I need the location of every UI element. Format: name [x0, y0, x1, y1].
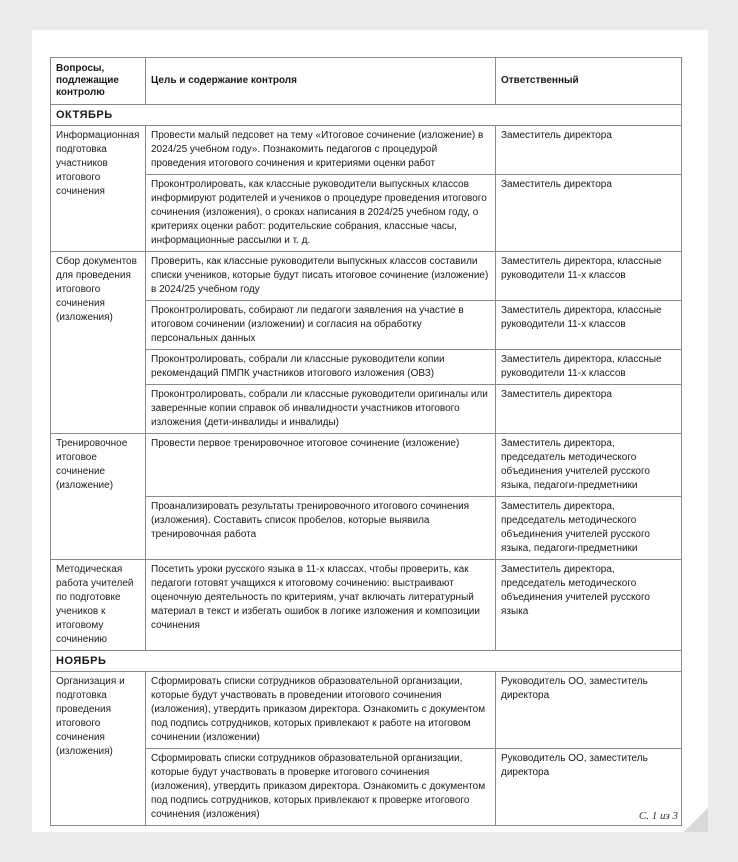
month-label: ОКТЯБРЬ	[51, 105, 682, 126]
goal-cell: Сформировать списки сотрудников образовательной организации, которые будут участвовать в проверке итогового сочинения (изложения), утвердить приказом директора. Ознакомить с документом под подпись сотрудников, которых привлекают к проверке итогового сочинения (изложения)	[146, 749, 496, 826]
responsible-cell: Заместитель директора, классные руководители 11-х классов	[496, 301, 682, 350]
month-row-october	[51, 105, 682, 126]
question-cell: Организация и подготовка проведения итогового сочинения (изложения)	[51, 672, 146, 826]
goal-cell: Проконтролировать, собрали ли классные руководители копии рекомендаций ПМПК участников итогового изложения (ОВЗ)	[146, 350, 496, 385]
responsible-cell: Заместитель директора	[496, 385, 682, 434]
goal-cell: Сформировать списки сотрудников образовательной организации, которые будут участвовать в проведении итогового сочинения (изложения), утвердить приказом директора. Ознакомить с документом под подпись сотрудников, которых привлекают к работе на итоговом сочинении (изложении)	[146, 672, 496, 749]
table-row	[51, 301, 682, 350]
goal-cell: Проконтролировать, собрали ли классные руководители оригиналы или заверенные копии справок об инвалидности участников итогового изложения (дети-инвалиды и инвалиды)	[146, 385, 496, 434]
table-row	[51, 749, 682, 826]
table-row	[51, 350, 682, 385]
page-number: С. 1 из 3	[638, 810, 678, 822]
responsible-cell: Заместитель директора, председатель методического объединения учителей русского языка, педагоги-предметники	[496, 497, 682, 560]
month-label: НОЯБРЬ	[51, 651, 682, 672]
goal-cell: Проконтролировать, как классные руководители выпускных классов информируют родителей и учеников о процедуре проведения итогового сочинения (изложения), о сроках написания в 2024/25 учебном году, о критериях оценки работ: родительские собрания, классные часы, информационные рассылки и т. д.	[146, 175, 496, 252]
header-questions: Вопросы, подлежащие контролю	[51, 58, 146, 105]
responsible-cell: Заместитель директора	[496, 126, 682, 175]
responsible-cell: Заместитель директора	[496, 175, 682, 252]
page-corner-fold	[684, 808, 708, 832]
responsible-cell: Заместитель директора, председатель методического объединения учителей русского языка, педагоги-предметники	[496, 434, 682, 497]
table-row	[51, 560, 682, 651]
header-responsible: Ответственный	[496, 58, 682, 105]
table-row	[51, 434, 682, 497]
responsible-cell: Руководитель ОО, заместитель директора	[496, 672, 682, 749]
table-row	[51, 126, 682, 175]
table-row	[51, 385, 682, 434]
table-row	[51, 497, 682, 560]
goal-cell: Провести малый педсовет на тему «Итоговое сочинение (изложение) в 2024/25 учебном году». Познакомить педагогов с процедурой проведения итогового сочинения и критериями оценки работ	[146, 126, 496, 175]
table-row	[51, 672, 682, 749]
responsible-cell: Заместитель директора, классные руководители 11-х классов	[496, 252, 682, 301]
responsible-cell: Заместитель директора, председатель методического объединения учителей русского языка	[496, 560, 682, 651]
month-row-november	[51, 651, 682, 672]
table-row	[51, 175, 682, 252]
goal-cell: Провести первое тренировочное итоговое сочинение (изложение)	[146, 434, 496, 497]
document-page	[32, 30, 708, 832]
table-row	[51, 252, 682, 301]
question-cell: Сбор документов для проведения итогового сочинения (изложения)	[51, 252, 146, 434]
goal-cell: Проанализировать результаты тренировочного итогового сочинения (изложения). Составить список пробелов, которые выявила тренировочная работа	[146, 497, 496, 560]
responsible-cell: Руководитель ОО, заместитель директора	[496, 749, 682, 826]
question-cell: Методическая работа учителей по подготовке учеников к итоговому сочинению	[51, 560, 146, 651]
question-cell: Тренировочное итоговое сочинение (изложение)	[51, 434, 146, 560]
control-plan-table	[50, 57, 682, 826]
goal-cell: Проверить, как классные руководители выпускных классов составили списки учеников, которые будут писать итоговое сочинение (изложение) в 2024/25 учебном году	[146, 252, 496, 301]
goal-cell: Проконтролировать, собирают ли педагоги заявления на участие в итоговом сочинении (изложении) и согласия на обработку персональных данных	[146, 301, 496, 350]
table-header-row	[51, 58, 682, 105]
header-goal: Цель и содержание контроля	[146, 58, 496, 105]
responsible-cell: Заместитель директора, классные руководители 11-х классов	[496, 350, 682, 385]
question-cell: Информационная подготовка участников итогового сочинения	[51, 126, 146, 252]
goal-cell: Посетить уроки русского языка в 11-х классах, чтобы проверить, как педагоги готовят учащихся к итоговому сочинению: выстраивают оценочную деятельность по критериям, учат включать литературный материал в текст и избегать ошибок в логике изложения и композиции сочинения	[146, 560, 496, 651]
